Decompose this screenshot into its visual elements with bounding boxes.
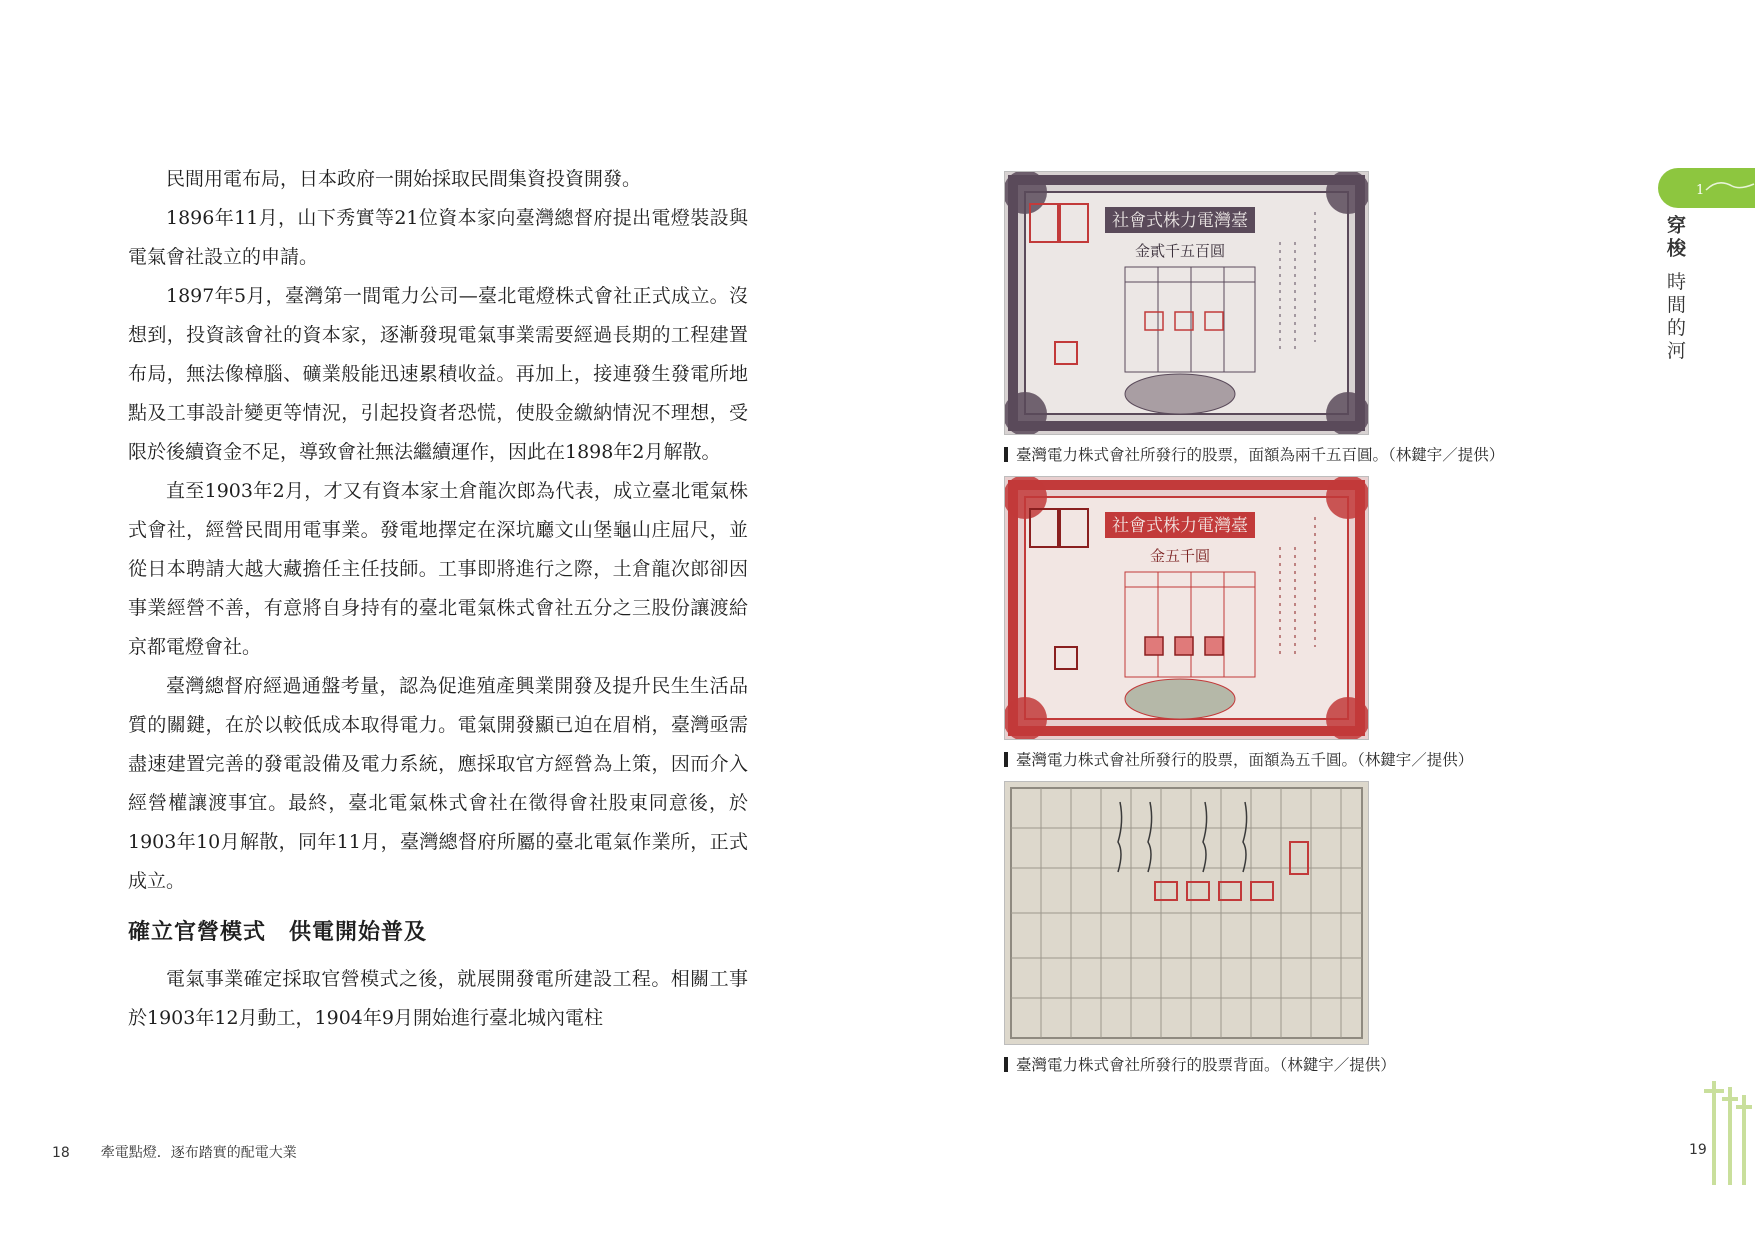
paragraph: 電氣事業確定採取官營模式之後，就展開發電所建設工程。相關工事於1903年12月動工，1904年9月開始進行臺北城內電柱	[128, 968, 748, 1029]
stock-certificate-back-photo	[1004, 781, 1369, 1045]
paragraph: 民間用電布局，日本政府一開始採取民間集資投資開發。	[166, 168, 642, 190]
paragraph: 直至1903年2月，才又有資本家土倉龍次郎為代表，成立臺北電氣株式會社，經營民間用電事業。發電地擇定在深坑廳文山堡龜山庄屈尺，並從日本聘請大越大藏擔任主任技師。工事即將進行之際，土倉龍次郎卻因事業經營不善，有意將自身持有的臺北電氣株式會社五分之三股份讓渡給京都電燈會社。	[128, 480, 748, 658]
running-title: 牽電點燈．逐布踏實的配電大業	[100, 1145, 297, 1161]
figure-caption	[1004, 748, 1473, 770]
left-page-body	[128, 160, 748, 1038]
chapter-title-rest: 時間的河	[1664, 271, 1686, 364]
certificate-illustration	[1005, 172, 1368, 434]
stock-certificate-photo	[1004, 171, 1369, 435]
paragraph: 1897年5月，臺灣第一間電力公司—臺北電燈株式會社正式成立。沒想到，投資該會社的資本家，逐漸發現電氣事業需要經過長期的工程建置布局，無法像樟腦、礦業般能迅速累積收益。再加上，接連發生發電所地點及工事設計變更等情況，引起投資者恐慌，使股金繳納情況不理想，受限於後續資金不足，導致會社無法繼續運作，因此在1898年2月解散。	[128, 285, 748, 463]
chapter-tab	[1658, 168, 1755, 208]
caption-text: 臺灣電力株式會社所發行的股票，面額為兩千五百圓。（林鍵宇／提供）	[1016, 446, 1505, 464]
figure-caption	[1004, 1053, 1396, 1075]
stock-certificate-photo	[1004, 476, 1369, 740]
chapter-title-bold: 穿梭	[1664, 215, 1686, 261]
caption-marker	[1004, 447, 1008, 462]
caption-text: 臺灣電力株式會社所發行的股票背面。（林鍵宇／提供）	[1016, 1056, 1396, 1074]
paragraph: 臺灣總督府經過通盤考量，認為促進殖產興業開發及提升民生生活品質的關鍵，在於以較低成本取得電力。電氣開發顯已迫在眉梢，臺灣亟需盡速建置完善的發電設備及電力系統，應採取官方經營為上策，因而介入經營權讓渡事宜。最終，臺北電氣株式會社在徵得會社股東同意後，於1903年10月解散，同年11月，臺灣總督府所屬的臺北電氣作業所，正式成立。	[128, 675, 748, 892]
certificate-illustration	[1005, 477, 1368, 739]
caption-marker	[1004, 1057, 1008, 1072]
page-number: 19	[1689, 1142, 1707, 1158]
chapter-title	[1662, 215, 1688, 363]
certificate-title: 社會式株力電灣臺	[1112, 211, 1248, 231]
caption-marker	[1004, 752, 1008, 767]
page-number: 18	[52, 1145, 70, 1161]
chapter-number: 1	[1696, 183, 1705, 198]
certificate-amount: 金五千圓	[1149, 547, 1211, 565]
figure-certificate-2500	[1004, 171, 1504, 465]
figure-certificate-5000	[1004, 476, 1473, 770]
figure-caption	[1004, 443, 1504, 465]
section-heading: 確立官營模式 供電開始普及	[128, 920, 428, 945]
figure-certificate-back	[1004, 781, 1396, 1075]
certificate-amount: 金貳千五百圓	[1134, 242, 1226, 260]
left-footer	[52, 1142, 297, 1162]
paragraph: 1896年11月，山下秀實等21位資本家向臺灣總督府提出電燈裝設與電氣會社設立的申請。	[128, 207, 748, 268]
utility-pole-decoration	[1700, 1075, 1755, 1185]
caption-text: 臺灣電力株式會社所發行的股票，面額為五千圓。（林鍵宇／提供）	[1016, 751, 1474, 769]
certificate-back-illustration	[1005, 782, 1368, 1044]
certificate-title: 社會式株力電灣臺	[1112, 516, 1248, 536]
